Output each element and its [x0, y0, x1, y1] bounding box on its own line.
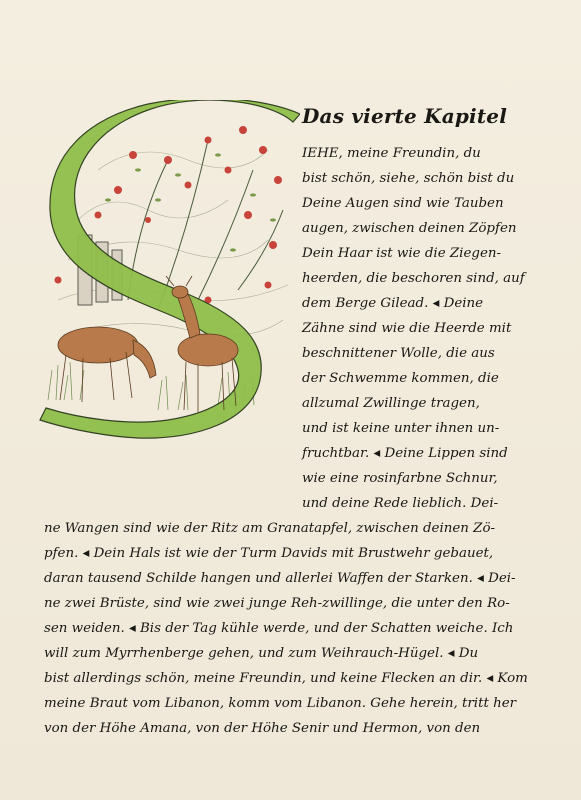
text-line: von der Höhe Amana, von der Höhe Senir und Hermon, von den: [44, 721, 481, 736]
text-line: allzumal Zwillinge tragen,: [302, 396, 480, 411]
text-line: pfen. ◂ Dein Hals ist wie der Turm Davids mit Brustwehr gebauet,: [44, 546, 494, 561]
text-line: sen weiden. ◂ Bis der Tag kühle werde, und der Schatten weiche. Ich: [44, 621, 514, 636]
text-line: ne Wangen sind wie der Ritz am Granatapfel, zwischen deinen Zö-: [44, 521, 496, 536]
illuminated-initial-s-illustration: [38, 100, 300, 445]
text-line: bist schön, siehe, schön bist du: [302, 171, 515, 186]
text-line: wie eine rosinfarbne Schnur,: [302, 471, 498, 486]
text-line: IEHE, meine Freundin, du: [302, 146, 481, 161]
chapter-title: Das vierte Kapitel: [302, 104, 508, 128]
text-line: dem Berge Gilead. ◂ Deine: [302, 296, 484, 311]
text-line: daran tausend Schilde hangen und allerlei Waffen der Starken. ◂ Dei-: [44, 571, 516, 586]
text-line: Zähne sind wie die Heerde mit: [302, 321, 512, 336]
text-line: ne zwei Brüste, sind wie zwei junge Reh-zwillinge, die unter den Ro-: [44, 596, 510, 611]
text-line: beschnittener Wolle, die aus: [302, 346, 495, 361]
text-line: meine Braut vom Libanon, komm vom Libanon. Gehe herein, tritt her: [44, 696, 517, 711]
text-line: und deine Rede lieblich. Dei-: [302, 496, 499, 511]
text-line: und ist keine unter ihnen un-: [302, 421, 500, 436]
text-line: will zum Myrrhenberge gehen, und zum Weihrauch-Hügel. ◂ Du: [44, 646, 479, 661]
text-line: augen, zwischen deinen Zöpfen: [302, 221, 517, 236]
text-line: Deine Augen sind wie Tauben: [302, 196, 504, 211]
text-line: Dein Haar ist wie die Ziegen-: [302, 246, 502, 261]
text-line: fruchtbar. ◂ Deine Lippen sind: [302, 446, 508, 461]
text-line: der Schwemme kommen, die: [302, 371, 499, 386]
text-line: bist allerdings schön, meine Freundin, und keine Flecken an dir. ◂ Kom: [44, 671, 528, 686]
text-line: heerden, die beschoren sind, auf: [302, 271, 525, 286]
